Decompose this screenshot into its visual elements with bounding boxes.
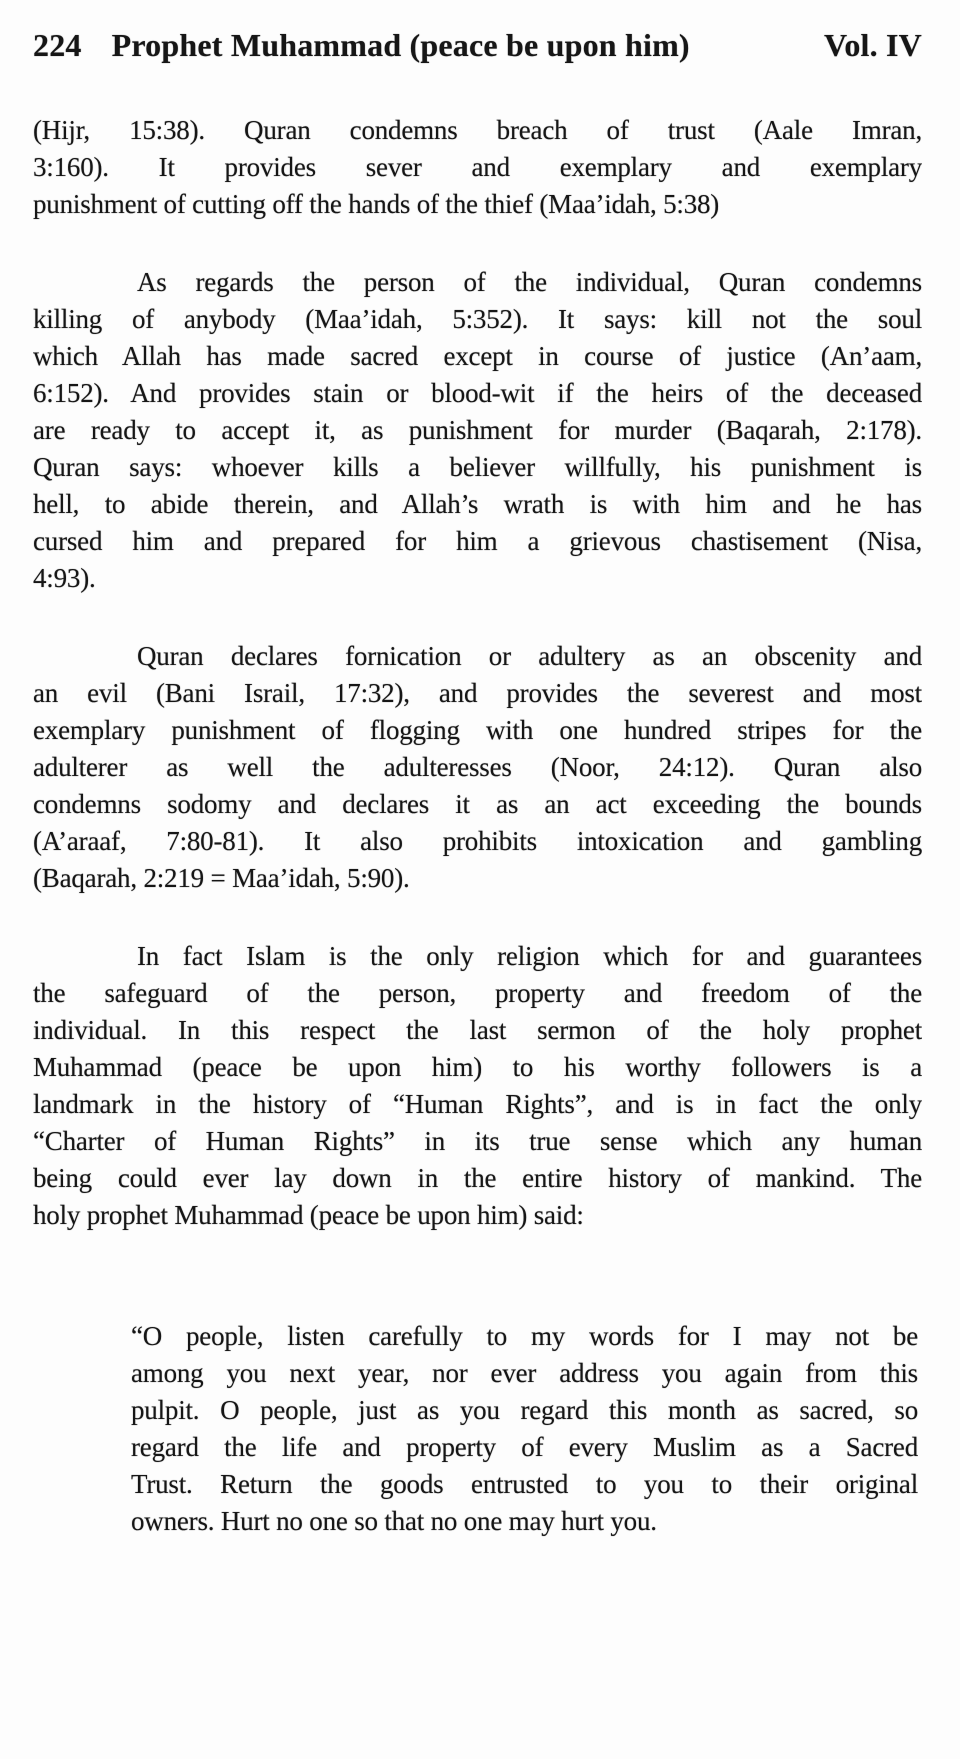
text-line: regard the life and property of every Muslim as a Sacred <box>131 1432 918 1462</box>
text-line: individual. In this respect the last sermon of the holy prophet <box>33 1015 922 1045</box>
page-body <box>33 112 922 1540</box>
text-line: pulpit. O people, just as you regard this month as sacred, so <box>131 1395 918 1425</box>
text-line: (A’araaf, 7:80-81). It also prohibits intoxication and gambling <box>33 826 922 856</box>
text-line: Quran declares fornication or adultery as an obscenity and <box>137 641 922 671</box>
text-line: 3:160). It provides sever and exemplary and exemplary <box>33 152 922 182</box>
running-title: Prophet Muhammad (peace be upon him) <box>111 27 690 63</box>
text-line: which Allah has made sacred except in course of justice (An’aam, <box>33 341 922 371</box>
paragraph <box>33 638 922 897</box>
volume-label: Vol. IV <box>823 27 922 63</box>
text-line: 4:93). <box>33 563 96 593</box>
text-line: adulterer as well the adulteresses (Noor, 24:12). Quran also <box>33 752 922 782</box>
page-header <box>33 27 922 64</box>
text-line: being could ever lay down in the entire history of mankind. The <box>33 1163 922 1193</box>
text-line: punishment of cutting off the hands of the thief (Maa’idah, 5:38) <box>33 189 720 219</box>
paragraph <box>33 264 922 597</box>
block-quote <box>131 1318 918 1540</box>
text-line: killing of anybody (Maa’idah, 5:352). It says: kill not the soul <box>33 304 922 334</box>
text-line: Muhammad (peace be upon him) to his worthy followers is a <box>33 1052 922 1082</box>
text-line: are ready to accept it, as punishment for murder (Baqarah, 2:178). <box>33 415 922 445</box>
paragraph <box>33 938 922 1234</box>
text-line: the safeguard of the person, property and freedom of the <box>33 978 922 1008</box>
page-number: 224 <box>33 27 82 63</box>
text-line: 6:152). And provides stain or blood-wit if the heirs of the deceased <box>33 378 922 408</box>
text-line: cursed him and prepared for him a grievous chastisement (Nisa, <box>33 526 922 556</box>
text-line: landmark in the history of “Human Rights”, and is in fact the only <box>33 1089 922 1119</box>
text-line: owners. Hurt no one so that no one may hurt you. <box>131 1506 657 1536</box>
text-line: “Charter of Human Rights” in its true sense which any human <box>33 1126 922 1156</box>
text-line: Quran says: whoever kills a believer willfully, his punishment is <box>33 452 922 482</box>
text-line: holy prophet Muhammad (peace be upon him) said: <box>33 1200 584 1230</box>
text-line: As regards the person of the individual, Quran condemns <box>137 267 922 297</box>
text-line: an evil (Bani Israil, 17:32), and provides the severest and most <box>33 678 922 708</box>
text-line: (Baqarah, 2:219 = Maa’idah, 5:90). <box>33 863 410 893</box>
text-line: Trust. Return the goods entrusted to you to their original <box>131 1469 918 1499</box>
text-line: (Hijr, 15:38). Quran condemns breach of trust (Aale Imran, <box>33 115 922 145</box>
text-line: “O people, listen carefully to my words for I may not be <box>131 1321 918 1351</box>
text-line: among you next year, nor ever address you again from this <box>131 1358 918 1388</box>
paragraph <box>33 112 922 223</box>
text-line: exemplary punishment of flogging with one hundred stripes for the <box>33 715 922 745</box>
text-line: In fact Islam is the only religion which for and guarantees <box>137 941 922 971</box>
text-line: hell, to abide therein, and Allah’s wrath is with him and he has <box>33 489 922 519</box>
text-line: condemns sodomy and declares it as an act exceeding the bounds <box>33 789 922 819</box>
